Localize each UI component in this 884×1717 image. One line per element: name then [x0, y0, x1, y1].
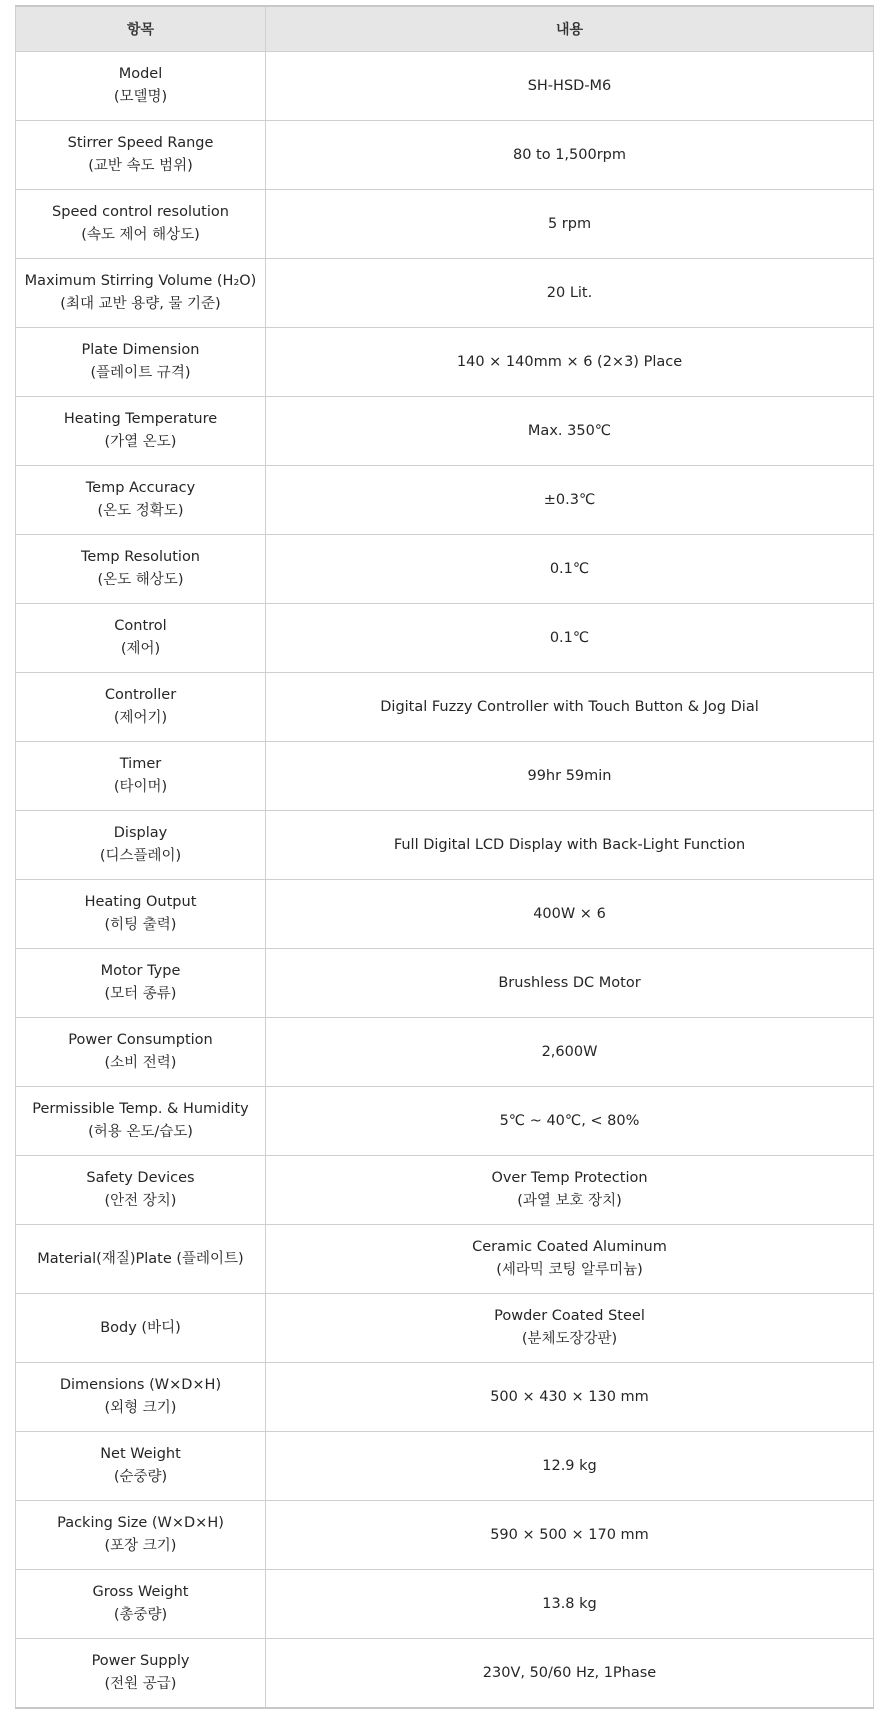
spec-item-line: (디스플레이)	[99, 848, 182, 864]
spec-item	[16, 52, 266, 121]
table-row	[16, 673, 874, 742]
spec-item	[16, 1501, 266, 1570]
spec-item-line: (포장 크기)	[104, 1538, 177, 1554]
spec-item-line: Net Weight	[100, 1446, 181, 1462]
spec-value-line: 230V, 50/60 Hz, 1Phase	[482, 1664, 657, 1681]
spec-item-line: Gross Weight	[92, 1584, 189, 1600]
spec-value	[266, 604, 874, 673]
table-row	[16, 1639, 874, 1709]
spec-item-line: Dimensions (W×D×H)	[59, 1377, 222, 1393]
spec-item-line: (총중량)	[113, 1607, 168, 1623]
header-content: 내용	[266, 6, 874, 52]
spec-item-line: Motor Type	[100, 963, 181, 979]
spec-item-line: (허용 온도/습도)	[88, 1124, 193, 1140]
spec-item	[16, 190, 266, 259]
spec-item	[16, 1639, 266, 1709]
spec-item-line: Heating Temperature	[63, 411, 218, 427]
spec-item	[16, 1294, 266, 1363]
table-row	[16, 397, 874, 466]
spec-item	[16, 949, 266, 1018]
spec-value	[266, 328, 874, 397]
spec-item-line: Packing Size (W×D×H)	[57, 1515, 224, 1531]
spec-value-line: Ceramic Coated Aluminum	[472, 1239, 667, 1255]
spec-value	[266, 1087, 874, 1156]
spec-item-line: (외형 크기)	[104, 1400, 177, 1416]
table-row	[16, 1570, 874, 1639]
table-row	[16, 1087, 874, 1156]
spec-value	[266, 397, 874, 466]
spec-value	[266, 1156, 874, 1225]
spec-item	[16, 397, 266, 466]
spec-table	[15, 5, 874, 1709]
header-item: 항목	[16, 6, 266, 52]
spec-item	[16, 742, 266, 811]
table-header-row	[16, 6, 874, 52]
spec-item-line: Control	[114, 618, 167, 634]
spec-item	[16, 880, 266, 949]
spec-item-line: (제어기)	[113, 710, 168, 726]
spec-value-line: Brushless DC Motor	[498, 974, 641, 991]
spec-value-line: Digital Fuzzy Controller with Touch Button & Jog Dial	[380, 698, 759, 715]
spec-item-line: (플레이트 규격)	[90, 365, 191, 381]
spec-item-line: (순중량)	[113, 1469, 168, 1485]
spec-item-line: (히팅 출력)	[104, 917, 177, 933]
spec-value	[266, 1018, 874, 1087]
spec-value-line: Max. 350℃	[527, 422, 612, 439]
table-row	[16, 535, 874, 604]
spec-item-line: Temp Accuracy	[85, 480, 196, 496]
spec-value	[266, 1294, 874, 1363]
spec-value	[266, 1501, 874, 1570]
spec-item-line: Safety Devices	[86, 1170, 195, 1186]
spec-value-line: 80 to 1,500rpm	[512, 146, 627, 163]
spec-value	[266, 1225, 874, 1294]
spec-item	[16, 1087, 266, 1156]
spec-item-line: Heating Output	[84, 894, 197, 910]
spec-value-line: 400W × 6	[533, 905, 606, 922]
spec-value-line: Powder Coated Steel	[494, 1308, 645, 1324]
spec-item	[16, 328, 266, 397]
spec-value	[266, 259, 874, 328]
spec-value	[266, 1363, 874, 1432]
spec-item-line: Material(재질)Plate (플레이트)	[37, 1250, 244, 1267]
spec-value	[266, 52, 874, 121]
spec-item-line: (안전 장치)	[104, 1193, 177, 1209]
table-row	[16, 742, 874, 811]
table-row	[16, 1501, 874, 1570]
spec-item-line: Temp Resolution	[80, 549, 201, 565]
spec-item-line: (온도 해상도)	[97, 572, 184, 588]
spec-item-line: (모델명)	[113, 89, 168, 105]
table-row	[16, 259, 874, 328]
spec-item	[16, 1225, 266, 1294]
spec-value-line: SH-HSD-M6	[527, 77, 612, 94]
spec-item-line: (소비 전력)	[104, 1055, 177, 1071]
spec-value-line: 13.8 kg	[542, 1595, 597, 1612]
table-row	[16, 1294, 874, 1363]
spec-value-line: 5℃ ~ 40℃, < 80%	[499, 1112, 640, 1129]
spec-item-line: Permissible Temp. & Humidity	[32, 1101, 249, 1117]
table-body	[16, 52, 874, 1709]
spec-item-line: (제어)	[120, 641, 161, 657]
spec-value	[266, 190, 874, 259]
spec-item	[16, 811, 266, 880]
spec-item	[16, 1018, 266, 1087]
spec-item-line: (교반 속도 범위)	[88, 158, 193, 174]
table-row	[16, 328, 874, 397]
spec-item-line: (온도 정확도)	[97, 503, 184, 519]
spec-item	[16, 1156, 266, 1225]
spec-item	[16, 1570, 266, 1639]
spec-item-line: (가열 온도)	[104, 434, 177, 450]
spec-item-line: (모터 종류)	[104, 986, 177, 1002]
spec-value	[266, 1570, 874, 1639]
spec-item-line: (최대 교반 용량, 물 기준)	[60, 296, 221, 312]
spec-item	[16, 1363, 266, 1432]
spec-item	[16, 259, 266, 328]
spec-item	[16, 1432, 266, 1501]
spec-value	[266, 1432, 874, 1501]
table-row	[16, 1225, 874, 1294]
table-row	[16, 1156, 874, 1225]
spec-item-line: (타이머)	[113, 779, 168, 795]
spec-value-line: Full Digital LCD Display with Back-Light Function	[393, 836, 746, 853]
spec-item-line: Timer	[119, 756, 162, 772]
spec-item-line: Stirrer Speed Range	[67, 135, 214, 151]
spec-value-line: 500 × 430 × 130 mm	[490, 1388, 649, 1405]
spec-value-line: 2,600W	[541, 1043, 598, 1060]
table-row	[16, 190, 874, 259]
table-row	[16, 604, 874, 673]
spec-value-line: (과열 보호 장치)	[517, 1193, 622, 1209]
table-row	[16, 466, 874, 535]
spec-value-line: 140 × 140mm × 6 (2×3) Place	[456, 353, 683, 370]
spec-item-line: Plate Dimension	[81, 342, 200, 358]
spec-value-line: 0.1℃	[549, 560, 590, 577]
table-row	[16, 949, 874, 1018]
table-row	[16, 1363, 874, 1432]
spec-value	[266, 673, 874, 742]
spec-item	[16, 673, 266, 742]
spec-item-line: Power Supply	[91, 1653, 190, 1669]
spec-value-line: 590 × 500 × 170 mm	[490, 1526, 649, 1543]
spec-value	[266, 949, 874, 1018]
spec-value-line: 20 Lit.	[546, 284, 593, 301]
spec-item-line: Body (바디)	[100, 1319, 181, 1336]
spec-value-line: Over Temp Protection	[491, 1170, 648, 1186]
spec-value	[266, 811, 874, 880]
spec-item	[16, 121, 266, 190]
spec-value-line: 5 rpm	[547, 215, 592, 232]
spec-item-line: Maximum Stirring Volume (H₂O)	[24, 273, 257, 289]
table-row	[16, 121, 874, 190]
table-row	[16, 52, 874, 121]
spec-value-line: 12.9 kg	[542, 1457, 597, 1474]
table-row	[16, 811, 874, 880]
spec-item-line: Model	[118, 66, 163, 82]
spec-value	[266, 121, 874, 190]
spec-item	[16, 535, 266, 604]
spec-value-line: (분체도장강판)	[521, 1331, 618, 1347]
spec-item	[16, 604, 266, 673]
spec-value-line: 99hr 59min	[527, 767, 612, 784]
spec-value	[266, 535, 874, 604]
spec-item-line: Power Consumption	[68, 1032, 213, 1048]
spec-value-line: 0.1℃	[549, 629, 590, 646]
spec-value-line: ±0.3℃	[543, 491, 596, 508]
spec-value-line: (세라믹 코팅 알루미늄)	[496, 1262, 643, 1278]
spec-item-line: Display	[113, 825, 168, 841]
table-row	[16, 1018, 874, 1087]
spec-item-line: Controller	[104, 687, 177, 703]
spec-value	[266, 466, 874, 535]
spec-value	[266, 880, 874, 949]
spec-item	[16, 466, 266, 535]
spec-value	[266, 1639, 874, 1709]
spec-item-line: (속도 제어 해상도)	[81, 227, 200, 243]
spec-item-line: Speed control resolution	[52, 204, 229, 220]
table-row	[16, 880, 874, 949]
spec-item-line: (전원 공급)	[104, 1676, 177, 1692]
table-row	[16, 1432, 874, 1501]
spec-value	[266, 742, 874, 811]
